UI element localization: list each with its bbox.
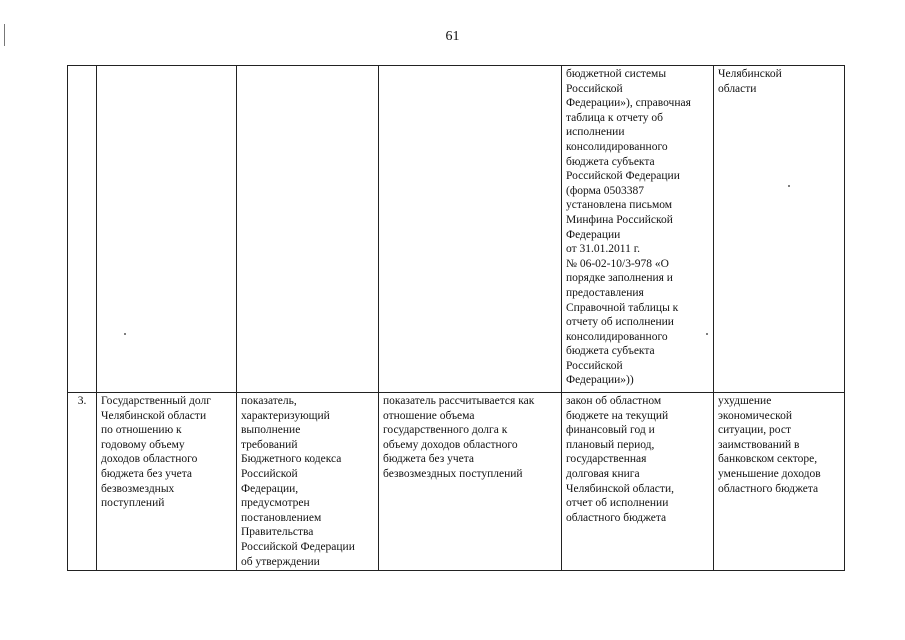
cell-number-empty xyxy=(68,66,97,393)
cell-indicator: Государственный долг Челябинской области по отношению к годовому объему доходов областного бюджета без учета безвозмездных поступлений xyxy=(97,393,237,571)
cell-risks-continued: Челябинской области xyxy=(714,66,845,393)
cell-method: показатель рассчитывается как отношение объема государственного долга к объему доходов областного бюджета без учета безвозмездных поступлений xyxy=(379,393,562,571)
table-row-continued xyxy=(68,66,845,393)
cell-source-continued: бюджетной системы Российской Федерации»), справочная таблица к отчету об исполнении консолидированного бюджета субъекта Российской Федерации (форма 0503387 установлена письмом Минфина Российской Федерации от 31.01.2011 г. № 06-02-10/3-978 «О порядке заполнения и предоставления Справочной таблицы к отчету об исполнении консолидированного бюджета субъекта Российской Федерации»)) xyxy=(562,66,714,393)
cell-indicator-empty xyxy=(97,66,237,393)
scan-speck xyxy=(788,185,790,187)
page-number: 61 xyxy=(445,29,460,44)
scan-speck xyxy=(124,333,126,335)
cell-row-number: 3. xyxy=(68,393,97,571)
table-row-3 xyxy=(68,393,845,571)
cell-characteristic-empty xyxy=(237,66,379,393)
scan-speck xyxy=(706,333,708,335)
cell-source: закон об областном бюджете на текущий финансовый год и плановый период, государственная долговая книга Челябинской области, отчет об исполнении областного бюджета xyxy=(562,393,714,571)
indicators-table xyxy=(67,65,845,571)
cell-characteristic: показатель, характеризующий выполнение требований Бюджетного кодекса Российской Федерации, предусмотрен постановлением Правительства Российской Федерации об утверждении xyxy=(237,393,379,571)
cell-method-empty xyxy=(379,66,562,393)
cell-risks: ухудшение экономической ситуации, рост заимствований в банковском секторе, уменьшение доходов областного бюджета xyxy=(714,393,845,571)
